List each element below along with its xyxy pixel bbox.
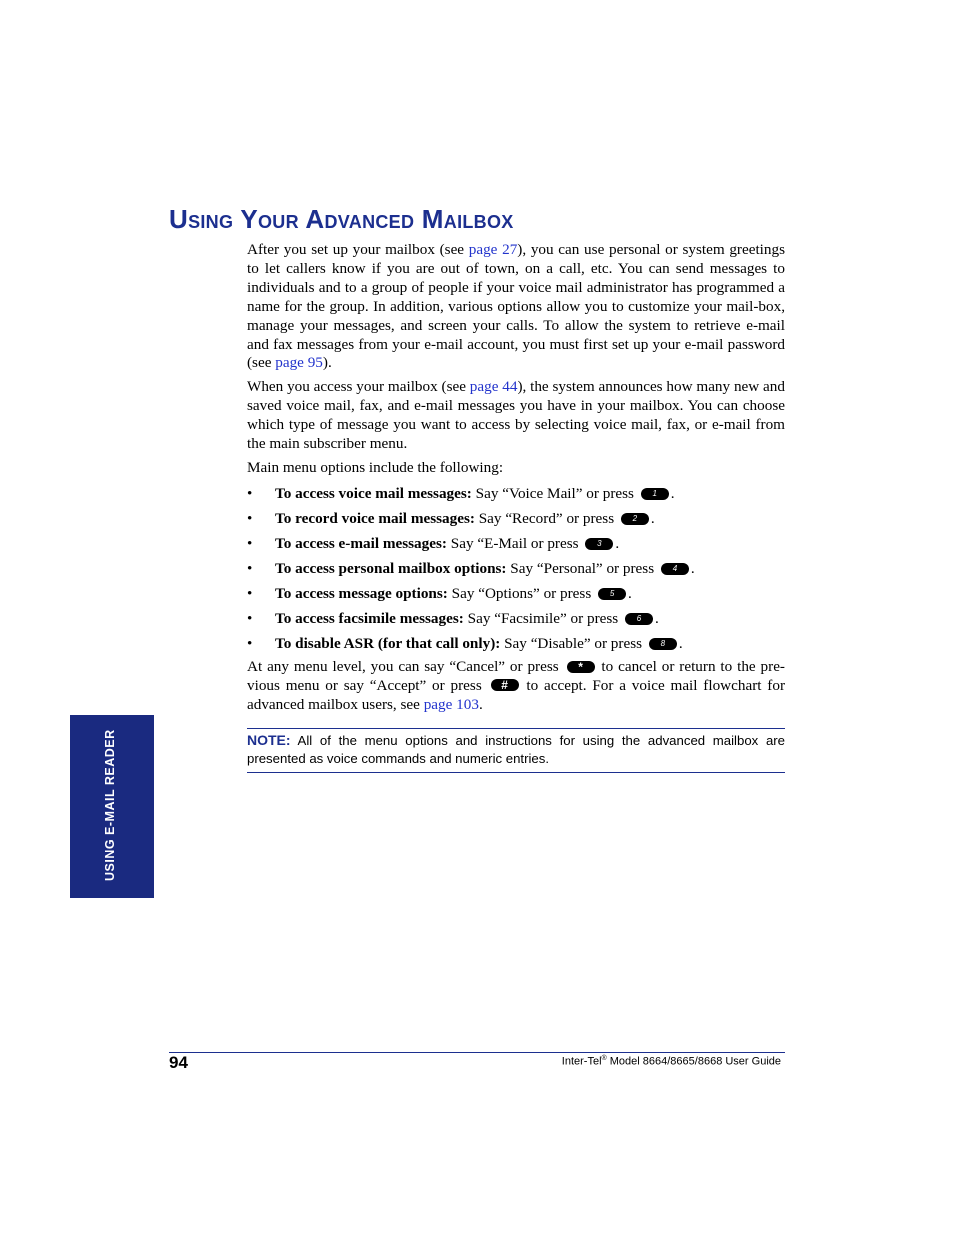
access-paragraph: When you access your mailbox (see page 44), the system announces how many new and saved voice mail, fax, and e-mail messages you have in your mailbox. You can choose which type of message you want to access by selecting voice mail, fax, or e-mail from the main subscriber menu. <box>247 378 785 452</box>
cancel-accept-paragraph: At any menu level, you can say “Cancel” or press * to cancel or return to the pre-vious menu or say “Accept” or press # to accept. For a voice mail flowchart for advanced mailbox users, see page 103. <box>247 658 786 713</box>
chapter-side-tab-label: USING E-MAIL READER <box>103 729 117 881</box>
menu-intro: Main menu options include the following: <box>247 459 504 476</box>
note-label: NOTE: <box>247 732 291 748</box>
key-4-icon: 4 <box>661 563 689 575</box>
key-6-icon: 6 <box>625 613 653 625</box>
page-title: Using Your Advanced Mailbox <box>169 204 514 234</box>
list-item: • To access message options: Say “Options” or press 5 . <box>247 585 632 602</box>
footer-divider <box>169 1052 785 1053</box>
list-item: • To disable ASR (for that call only): Say “Disable” or press 8 . <box>247 635 683 652</box>
key-2-icon: 2 <box>621 513 649 525</box>
menu-options-list <box>247 484 785 659</box>
page-44-link[interactable]: page 44 <box>469 378 518 395</box>
key-1-icon: 1 <box>641 488 669 500</box>
page-number: 94 <box>169 1053 188 1072</box>
footer-guide-title: Inter-Tel® Model 8664/8665/8668 User Guide <box>561 1055 781 1068</box>
intro-paragraph: After you set up your mailbox (see page 27), you can use personal or system greetings to let callers know if you are out of town, on a call, etc. You can send messages to individuals and to a group of people if your voice mail administrator has programmed a name for the group. In addition, various options allow you to customize your mail-box, manage your messages, and screen your calls. To allow the system to retrieve e-mail and fax messages from your e-mail account, you must first set up your e-mail password (see page 95). <box>247 241 786 372</box>
list-item: • To record voice mail messages: Say “Record” or press 2 . <box>247 510 655 527</box>
list-item: • To access voice mail messages: Say “Voice Mail” or press 1 . <box>247 485 675 502</box>
page-103-link[interactable]: page 103 <box>423 695 479 713</box>
list-item: • To access facsimile messages: Say “Facsimile” or press 6 . <box>247 610 659 627</box>
note-text: All of the menu options and instructions for using the advanced mailbox are presented as voice commands and numeric entries. <box>247 733 786 766</box>
key-5-icon: 5 <box>598 588 626 600</box>
key-8-icon: 8 <box>649 638 677 650</box>
star-key-icon: * <box>567 661 595 673</box>
page-27-link[interactable]: page 27 <box>468 241 518 258</box>
note-box <box>247 728 785 773</box>
key-3-icon: 3 <box>585 538 613 550</box>
page-95-link[interactable]: page 95 <box>275 354 323 372</box>
list-item: • To access personal mailbox options: Say “Personal” or press 4 . <box>247 560 695 577</box>
pound-key-icon: # <box>491 679 519 691</box>
list-item: • To access e-mail messages: Say “E-Mail or press 3 . <box>247 535 620 552</box>
